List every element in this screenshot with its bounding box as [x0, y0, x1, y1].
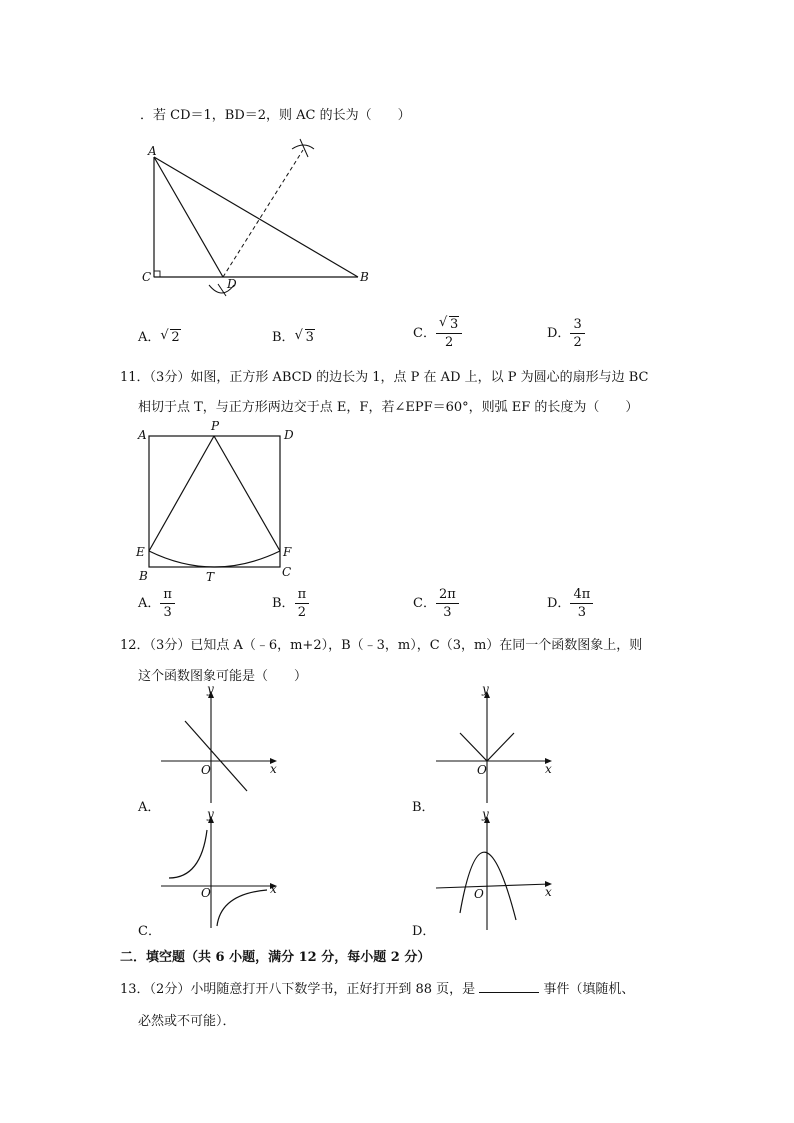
q11-figure: [130, 418, 310, 588]
q12-graph-a: [155, 683, 285, 808]
q12-c-x: x: [270, 882, 277, 896]
q12-line1: 12．（3分）已知点 A（﹣6，m+2），B（﹣3，m），C（3，m）在同一个函数图象上，则: [120, 638, 643, 653]
q10-option-d[interactable]: D． $\frac{3}{2}$: [547, 318, 585, 349]
q12-option-b[interactable]: B．: [412, 800, 435, 815]
q12-c-o: O: [201, 886, 211, 900]
q10-stem: ．若 CD＝1，BD＝2，则 AC 的长为（ ）: [140, 108, 411, 123]
q12-option-a[interactable]: A．: [138, 800, 161, 815]
q11-line2: 相切于点 T，与正方形两边交于点 E，F，若∠EPF＝60°，则弧 EF 的长度为（ ）: [138, 400, 639, 415]
q12-d-y: y: [482, 808, 489, 821]
q10-option-a[interactable]: A． √ 2: [138, 328, 180, 345]
q13-text-a: 13．（2分）小明随意打开八下数学书，正好打开到 88 页，是: [120, 982, 476, 997]
q12-graph-d: [430, 808, 560, 933]
q11-label-p: P: [211, 419, 220, 433]
q11-line1: 11．（3分）如图，正方形 ABCD 的边长为 1，点 P 在 AD 上，以 P 为圆心的扇形与边 BC: [120, 370, 649, 385]
q12-option-d[interactable]: D．: [412, 924, 436, 939]
q13-line1: [120, 978, 634, 997]
q12-b-o: O: [477, 763, 487, 777]
q11-label-c: C: [282, 565, 292, 579]
q11-label-t: T: [206, 570, 215, 584]
q12-b-x: x: [545, 762, 552, 776]
q13-text-b: 事件（填随机、: [543, 982, 635, 997]
q11-label-f: F: [283, 545, 292, 559]
q11-label-a: A: [138, 428, 147, 442]
q10-option-c[interactable]: C． √ 3 2: [413, 318, 462, 349]
q12-a-x: x: [270, 762, 277, 776]
q12-b-y: y: [482, 683, 489, 696]
q10-label-c: C: [142, 270, 152, 284]
q12-option-c[interactable]: C．: [138, 924, 161, 939]
q12-graph-b: [430, 683, 560, 808]
q13-line2: 必然或不可能）．: [138, 1014, 236, 1029]
q12-d-x: x: [545, 885, 552, 899]
q13-answer-blank[interactable]: [479, 980, 539, 993]
q11-option-d[interactable]: D． $\frac{4\pi}{3}$: [547, 588, 593, 619]
q11-option-a[interactable]: A． $\frac{\pi}{3}$: [138, 588, 175, 619]
q11-option-c[interactable]: C． $\frac{2\pi}{3}$: [413, 588, 459, 619]
q12-d-o: O: [474, 887, 484, 901]
q10-label-a: A: [148, 144, 157, 158]
q11-option-b[interactable]: B． $\frac{\pi}{2}$: [272, 588, 309, 619]
q11-label-d: D: [284, 428, 294, 442]
q12-line2: 这个函数图象可能是（ ）: [138, 669, 308, 684]
q11-label-b: B: [139, 569, 148, 583]
q10-label-d: D: [227, 277, 237, 291]
q12-graph-c: [155, 808, 285, 933]
q10-option-b[interactable]: B． √ 3: [272, 328, 314, 345]
q12-a-y: y: [207, 683, 214, 696]
q12-c-y: y: [207, 808, 214, 821]
section2-title: 二．填空题（共 6 小题，满分 12 分，每小题 2 分）: [120, 950, 431, 965]
q11-label-e: E: [136, 545, 145, 559]
q10-label-b: B: [360, 270, 369, 284]
q12-a-o: O: [201, 763, 211, 777]
q10-figure: [130, 135, 390, 305]
